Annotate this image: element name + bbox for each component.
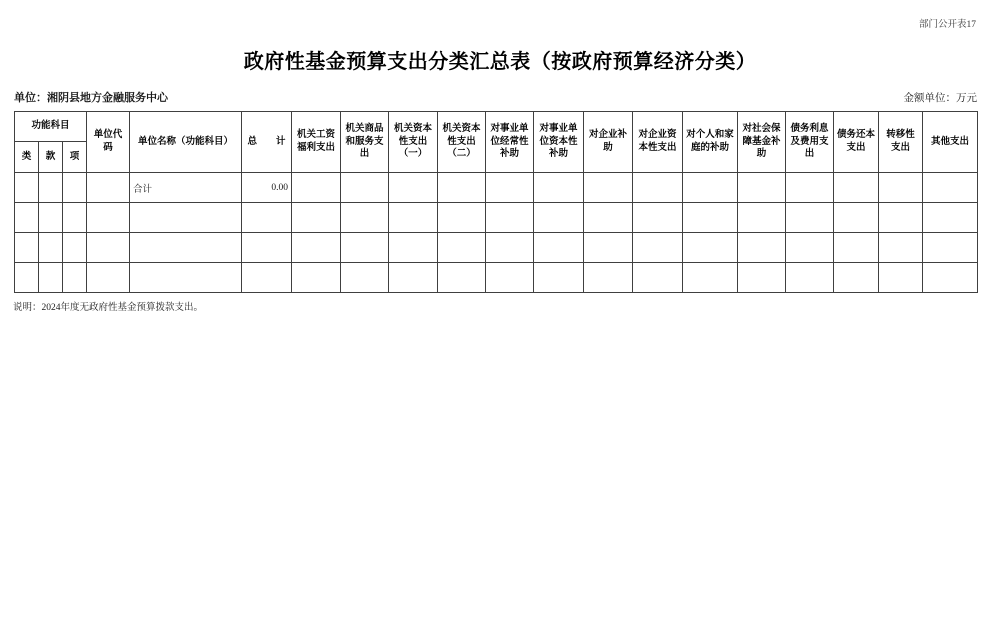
unit-name-cell	[130, 233, 242, 263]
unit-name-cell	[130, 203, 242, 233]
value-cell	[438, 203, 486, 233]
value-cell	[584, 203, 633, 233]
value-cell	[341, 173, 389, 203]
value-cell	[87, 203, 130, 233]
unit-label: 单位：湘阴县地方金融服务中心	[14, 92, 168, 104]
value-cell	[786, 173, 834, 203]
value-cell	[584, 233, 633, 263]
value-cell	[834, 263, 879, 293]
value-cell	[879, 233, 923, 263]
value-cell	[242, 233, 292, 263]
footnote: 说明：2024年度无政府性基金预算拨款支出。	[13, 303, 204, 313]
value-cell	[633, 233, 683, 263]
value-cell	[683, 203, 738, 233]
page-title: 政府性基金预算支出分类汇总表（按政府预算经济分类）	[243, 51, 757, 73]
value-cell	[534, 233, 584, 263]
value-cell	[438, 173, 486, 203]
value-cell	[534, 173, 584, 203]
header-unit-code: 单位代码	[87, 112, 130, 173]
value-cell	[923, 173, 978, 203]
header-individual-family-subsidy: 对个人和家庭的补助	[683, 112, 738, 173]
header-total: 总 计	[242, 112, 292, 173]
value-cell	[879, 263, 923, 293]
header-enterprise-subsidy: 对企业补助	[584, 112, 633, 173]
value-cell	[63, 233, 87, 263]
header-class: 类	[15, 142, 39, 173]
value-cell	[292, 263, 341, 293]
header-agency-capital-2: 机关资本性支出（二）	[438, 112, 486, 173]
value-cell	[39, 263, 63, 293]
unit-name-cell: 合计	[130, 173, 242, 203]
value-cell	[534, 263, 584, 293]
value-cell: 0.00	[242, 173, 292, 203]
value-cell	[786, 263, 834, 293]
header-unit-name: 单位名称（功能科目）	[130, 112, 242, 173]
value-cell	[87, 173, 130, 203]
value-cell	[738, 173, 786, 203]
value-cell	[292, 203, 341, 233]
value-cell	[738, 263, 786, 293]
header-debt-principal: 债务还本支出	[834, 112, 879, 173]
header-item: 项	[63, 142, 87, 173]
value-cell	[584, 263, 633, 293]
header-social-security-fund-subsidy: 对社会保障基金补助	[738, 112, 786, 173]
value-cell	[923, 233, 978, 263]
header-function-subject-group: 功能科目	[15, 112, 87, 142]
value-cell	[63, 173, 87, 203]
value-cell	[341, 263, 389, 293]
meta-row	[14, 89, 977, 105]
header-institution-recurrent-subsidy: 对事业单位经常性补助	[486, 112, 534, 173]
value-cell	[39, 203, 63, 233]
header-transfer-expenditure: 转移性支出	[879, 112, 923, 173]
value-cell	[438, 263, 486, 293]
table-row	[15, 233, 978, 263]
header-enterprise-capital: 对企业资本性支出	[633, 112, 683, 173]
value-cell	[87, 233, 130, 263]
corner-table-number: 部门公开表17	[918, 20, 976, 30]
value-cell	[834, 203, 879, 233]
value-cell	[292, 173, 341, 203]
value-cell	[486, 263, 534, 293]
value-cell	[683, 263, 738, 293]
value-cell	[15, 263, 39, 293]
header-agency-wages-welfare: 机关工资福利支出	[292, 112, 341, 173]
value-cell	[389, 263, 438, 293]
value-cell	[486, 173, 534, 203]
value-cell	[786, 203, 834, 233]
value-cell	[534, 203, 584, 233]
value-cell	[633, 263, 683, 293]
table-body	[15, 173, 978, 293]
amount-unit-label: 金额单位：万元	[903, 93, 977, 104]
value-cell	[39, 233, 63, 263]
header-other-expenditure: 其他支出	[923, 112, 978, 173]
value-cell	[879, 203, 923, 233]
header-institution-capital-subsidy: 对事业单位资本性补助	[534, 112, 584, 173]
value-cell	[486, 233, 534, 263]
table-row	[15, 263, 978, 293]
value-cell	[683, 173, 738, 203]
value-cell	[15, 203, 39, 233]
value-cell	[738, 203, 786, 233]
value-cell	[633, 203, 683, 233]
header-agency-capital-1: 机关资本性支出（一）	[389, 112, 438, 173]
value-cell	[584, 173, 633, 203]
value-cell	[834, 233, 879, 263]
value-cell	[683, 233, 738, 263]
value-cell	[879, 173, 923, 203]
value-cell	[63, 263, 87, 293]
value-cell	[633, 173, 683, 203]
unit-name-cell	[130, 263, 242, 293]
value-cell	[923, 203, 978, 233]
header-agency-goods-services: 机关商品和服务支出	[341, 112, 389, 173]
value-cell	[389, 173, 438, 203]
header-section: 款	[39, 142, 63, 173]
value-cell	[242, 203, 292, 233]
value-cell	[486, 203, 534, 233]
value-cell	[341, 203, 389, 233]
value-cell	[389, 203, 438, 233]
value-cell	[242, 263, 292, 293]
table-row	[15, 173, 978, 203]
value-cell	[786, 233, 834, 263]
table-row	[15, 203, 978, 233]
value-cell	[834, 173, 879, 203]
budget-summary-table	[14, 111, 978, 293]
value-cell	[341, 233, 389, 263]
value-cell	[63, 203, 87, 233]
value-cell	[15, 173, 39, 203]
value-cell	[389, 233, 438, 263]
value-cell	[738, 233, 786, 263]
value-cell	[15, 233, 39, 263]
header-debt-interest-fees: 债务利息及费用支出	[786, 112, 834, 173]
value-cell	[923, 263, 978, 293]
value-cell	[292, 233, 341, 263]
value-cell	[39, 173, 63, 203]
value-cell	[87, 263, 130, 293]
value-cell	[438, 233, 486, 263]
